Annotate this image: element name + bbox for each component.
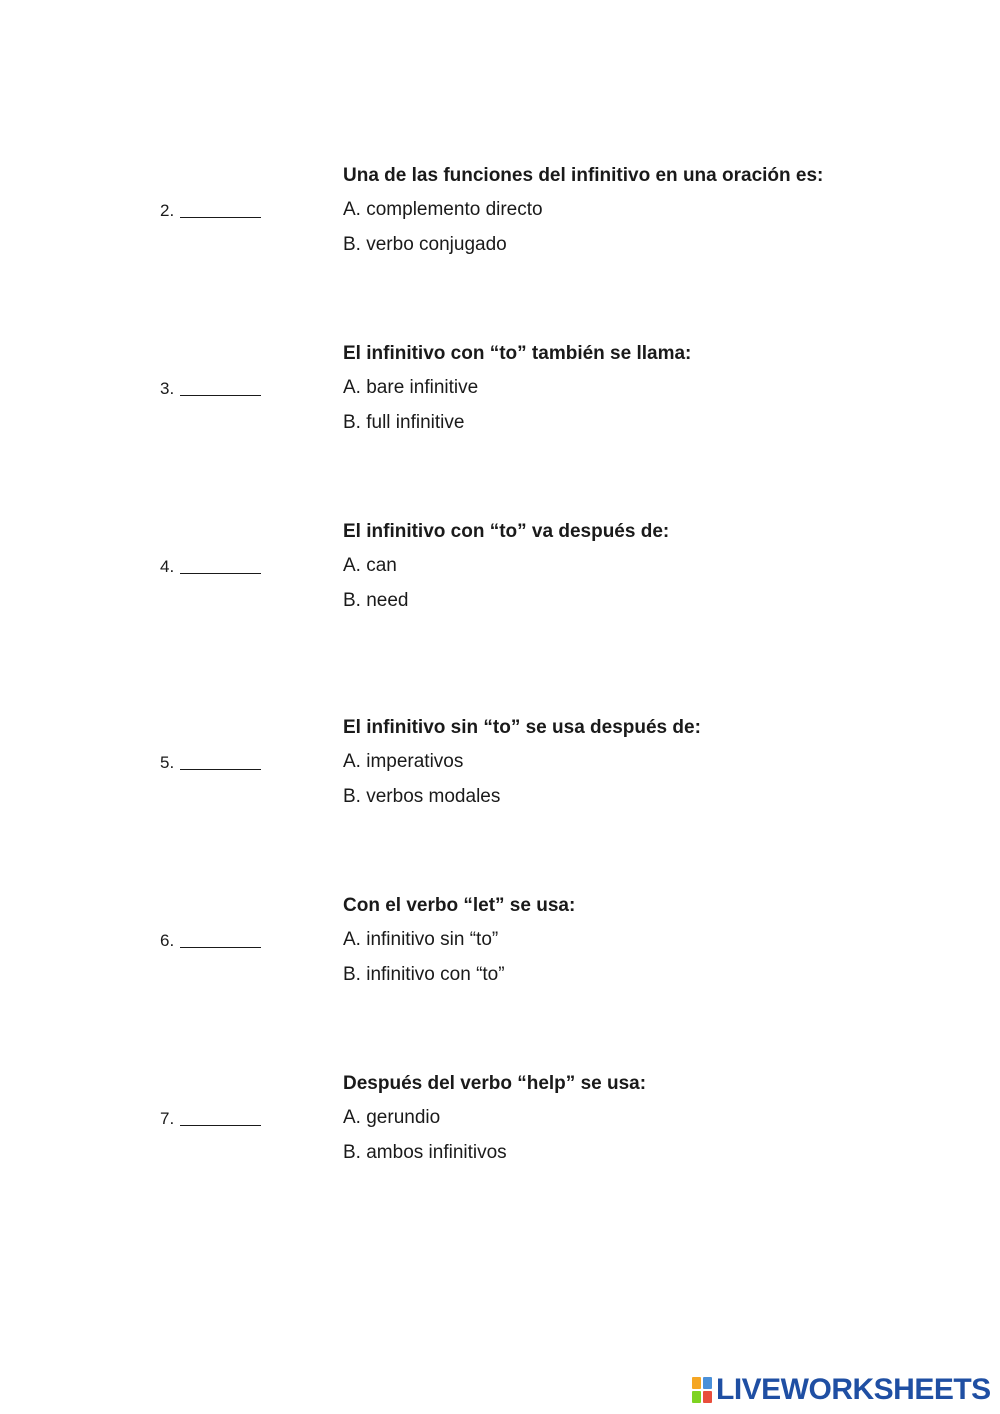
question-6: [0, 895, 1000, 1005]
question-number-label: 2.: [160, 201, 175, 220]
logo-text: LIVEWORKSHEETS: [716, 1373, 991, 1406]
answer-blank-field[interactable]: [180, 203, 261, 218]
option-a: A. can: [343, 555, 397, 576]
question-2: [0, 165, 1000, 275]
question-4: [0, 521, 1000, 631]
answer-blank-field[interactable]: [180, 933, 261, 948]
answer-blank-field[interactable]: [180, 381, 261, 396]
question-number: [160, 378, 261, 400]
option-a: A. bare infinitive: [343, 377, 479, 398]
question-number: [160, 752, 261, 774]
option-b: B. infinitivo con “to”: [343, 964, 505, 985]
option-b: B. need: [343, 590, 409, 611]
question-number: [160, 556, 261, 578]
question-number-label: 7.: [160, 1109, 175, 1128]
option-a: A. infinitivo sin “to”: [343, 929, 499, 950]
question-number: [160, 1108, 261, 1130]
question-number-label: 4.: [160, 557, 175, 576]
question-5: [0, 717, 1000, 827]
option-a: A. gerundio: [343, 1107, 441, 1128]
question-title: El infinitivo sin “to” se usa después de:: [343, 717, 701, 738]
question-title: Con el verbo “let” se usa:: [343, 895, 576, 916]
option-a: A. complemento directo: [343, 199, 543, 220]
question-7: [0, 1073, 1000, 1183]
liveworksheets-logo-icon: [692, 1377, 712, 1403]
answer-blank-field[interactable]: [180, 755, 261, 770]
question-number-label: 6.: [160, 931, 175, 950]
question-title: El infinitivo con “to” va después de:: [343, 521, 670, 542]
liveworksheets-logo: [692, 1373, 991, 1406]
option-b: B. ambos infinitivos: [343, 1142, 507, 1163]
question-3: [0, 343, 1000, 453]
question-title: Una de las funciones del infinitivo en una oración es:: [343, 165, 824, 186]
answer-blank-field[interactable]: [180, 559, 261, 574]
option-b: B. full infinitive: [343, 412, 465, 433]
question-number: [160, 200, 261, 222]
question-number-label: 5.: [160, 753, 175, 772]
question-number: [160, 930, 261, 952]
option-a: A. imperativos: [343, 751, 464, 772]
option-b: B. verbo conjugado: [343, 234, 507, 255]
question-title: El infinitivo con “to” también se llama:: [343, 343, 692, 364]
question-number-label: 3.: [160, 379, 175, 398]
answer-blank-field[interactable]: [180, 1111, 261, 1126]
question-title: Después del verbo “help” se usa:: [343, 1073, 647, 1094]
option-b: B. verbos modales: [343, 786, 501, 807]
